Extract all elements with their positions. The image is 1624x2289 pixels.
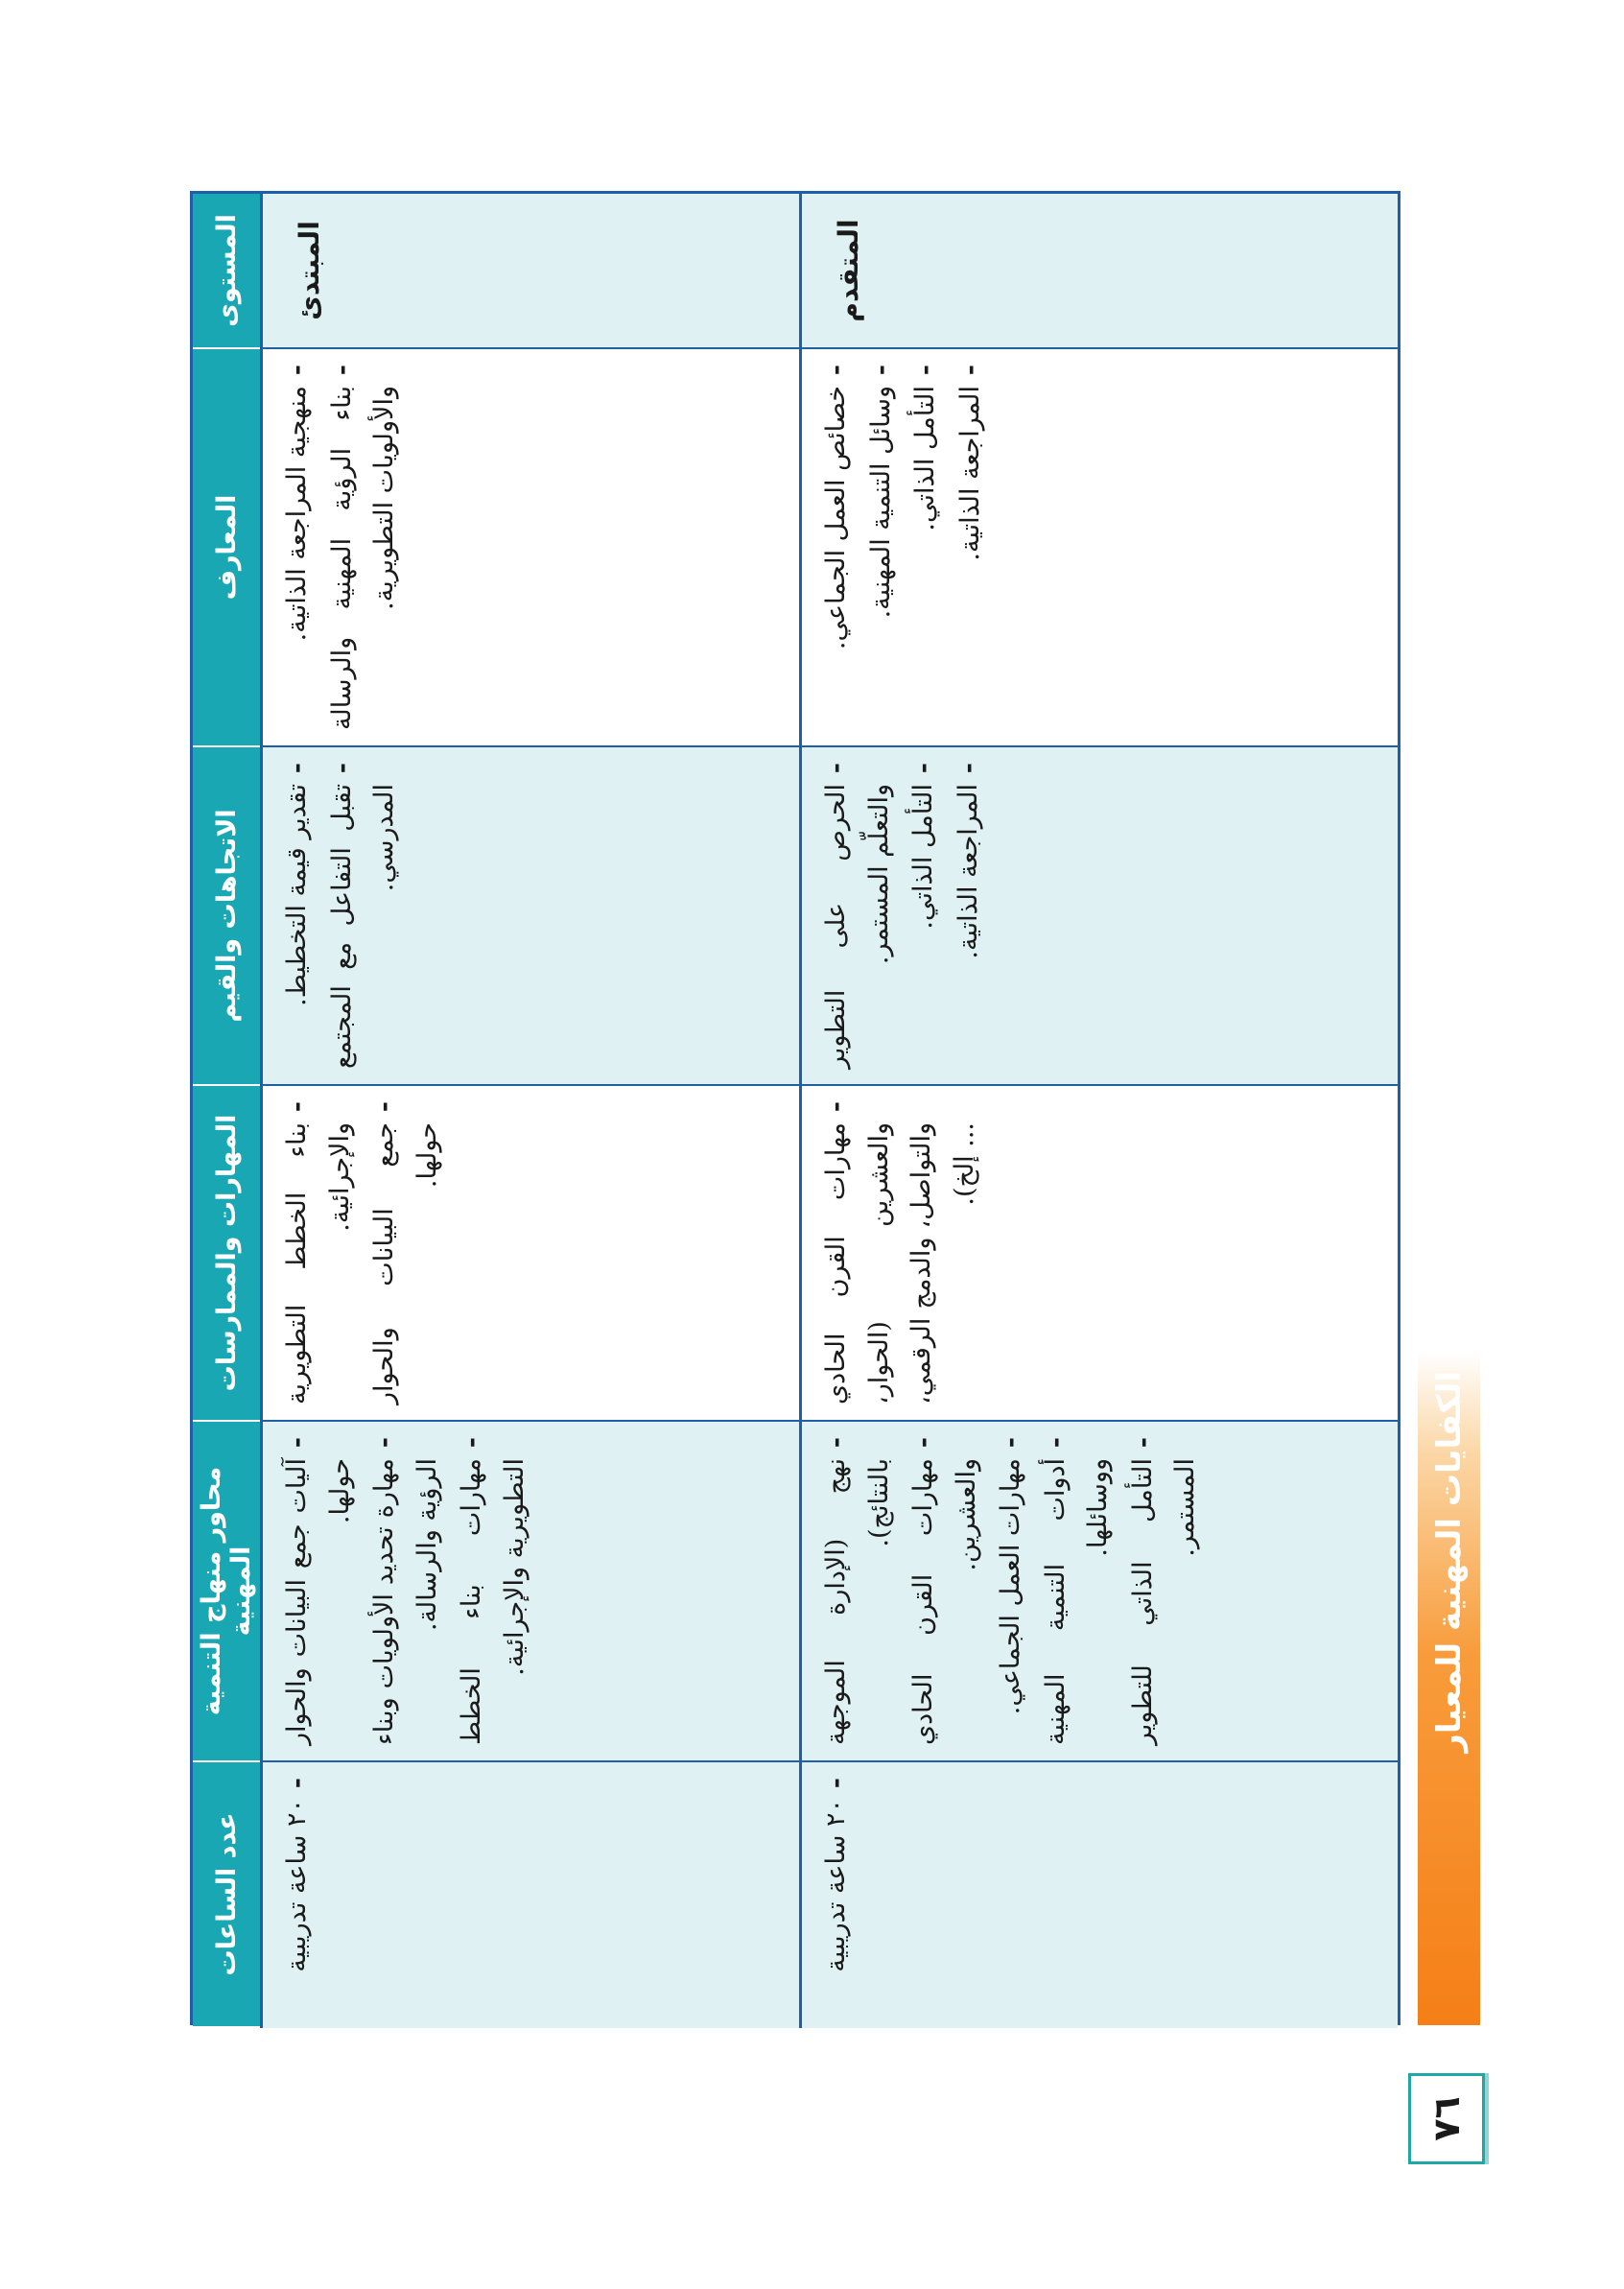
title-banner bbox=[1418, 1352, 1480, 2025]
row-1-topics-list bbox=[276, 1437, 536, 1745]
row-2-knowledge bbox=[799, 349, 1398, 747]
list-item: - بناء الخطط التطويرية والإجرائية. bbox=[276, 1101, 362, 1404]
row-2-skills-list bbox=[815, 1101, 986, 1404]
list-item: - منهجية المراجعة الذاتية. bbox=[276, 365, 319, 730]
list-item: - مهارات القرن الحادي والعشرين. bbox=[903, 1437, 988, 1745]
row-1-skills bbox=[260, 1086, 799, 1422]
header-level: المستوى bbox=[193, 194, 260, 349]
list-item: - المراجعة الذاتية. bbox=[948, 763, 991, 1069]
hours-value: - ٢٠ ساعة تدريبية bbox=[815, 1778, 859, 2013]
page-title: الكفايات المهنية للمعيار bbox=[1429, 1371, 1469, 1753]
competencies-table bbox=[190, 191, 1400, 2025]
list-item: - مهارة تحديد الأولويات وبناء الرؤية والرسالة. bbox=[364, 1437, 449, 1745]
row-1-topics bbox=[260, 1422, 799, 1762]
row-1-hours-list bbox=[276, 1778, 319, 2013]
hours-value: - ٢٠ ساعة تدريبية bbox=[276, 1778, 319, 2013]
list-item: - آليات جمع البيانات والحوار حولها. bbox=[276, 1437, 362, 1745]
list-item: - مهارات بناء الخطط التطويرية والإجرائية. bbox=[451, 1437, 536, 1745]
row-2-attitudes-list bbox=[815, 763, 990, 1069]
page-number: ٧٦ bbox=[1425, 2096, 1468, 2141]
row-2-skills bbox=[799, 1086, 1398, 1422]
list-item: - التأمل الذاتي. bbox=[905, 365, 948, 730]
list-item: - جمع البيانات والحوار حولها. bbox=[364, 1101, 449, 1404]
row-2-topics-list bbox=[815, 1437, 1208, 1745]
row-2-level: المتقدم bbox=[799, 194, 1398, 349]
list-item: - نهج (الإدارة الموجهة بالنتائج). bbox=[815, 1437, 901, 1745]
row-1-skills-list bbox=[276, 1101, 449, 1404]
list-item: - وسائل التنمية المهنية. bbox=[860, 365, 904, 730]
list-item: - تقدير قيمة التخطيط. bbox=[276, 763, 319, 1069]
row-2-hours bbox=[799, 1762, 1398, 2028]
list-item: - المراجعة الذاتية. bbox=[950, 365, 993, 730]
row-1-attitudes bbox=[260, 747, 799, 1086]
list-item: - مهارات القرن الحادي والعشرين (الحوار، والتواصل، والدمج الرقمي، ... إلخ). bbox=[815, 1101, 986, 1404]
list-item: - الحرص على التطوير والتعلّم المستمر. bbox=[815, 763, 901, 1069]
list-item: - التأمل الذاتي للتطوير المستمر. bbox=[1122, 1437, 1208, 1745]
list-item: - بناء الرؤية المهنية والرسالة والأولويات التطويرية. bbox=[321, 365, 407, 730]
row-1-attitudes-list bbox=[276, 763, 407, 1069]
row-2-hours-list bbox=[815, 1778, 859, 2013]
header-topics: محاور منهاج التنمية المهنية bbox=[193, 1422, 260, 1762]
row-2-attitudes bbox=[799, 747, 1398, 1086]
row-1-knowledge bbox=[260, 349, 799, 747]
header-skills: المهارات والممارسات bbox=[193, 1086, 260, 1422]
list-item: - أدوات التنمية المهنية ووسائلها. bbox=[1035, 1437, 1120, 1745]
row-1-knowledge-list bbox=[276, 365, 407, 730]
row-2-topics bbox=[799, 1422, 1398, 1762]
list-item: - مهارات العمل الجماعي. bbox=[990, 1437, 1033, 1745]
page-number-badge bbox=[1408, 2073, 1485, 2164]
header-knowledge: المعارف bbox=[193, 349, 260, 747]
row-1-level: المبتدئ bbox=[260, 194, 799, 349]
header-attitudes: الاتجاهات والقيم bbox=[193, 747, 260, 1086]
row-2-knowledge-list bbox=[815, 365, 992, 730]
list-item: - تقبل التفاعل مع المجتمع المدرسي. bbox=[321, 763, 407, 1069]
header-hours: عدد الساعات bbox=[193, 1762, 260, 2028]
row-1-hours bbox=[260, 1762, 799, 2028]
list-item: - خصائص العمل الجماعي. bbox=[815, 365, 859, 730]
list-item: - التأمل الذاتي. bbox=[903, 763, 946, 1069]
